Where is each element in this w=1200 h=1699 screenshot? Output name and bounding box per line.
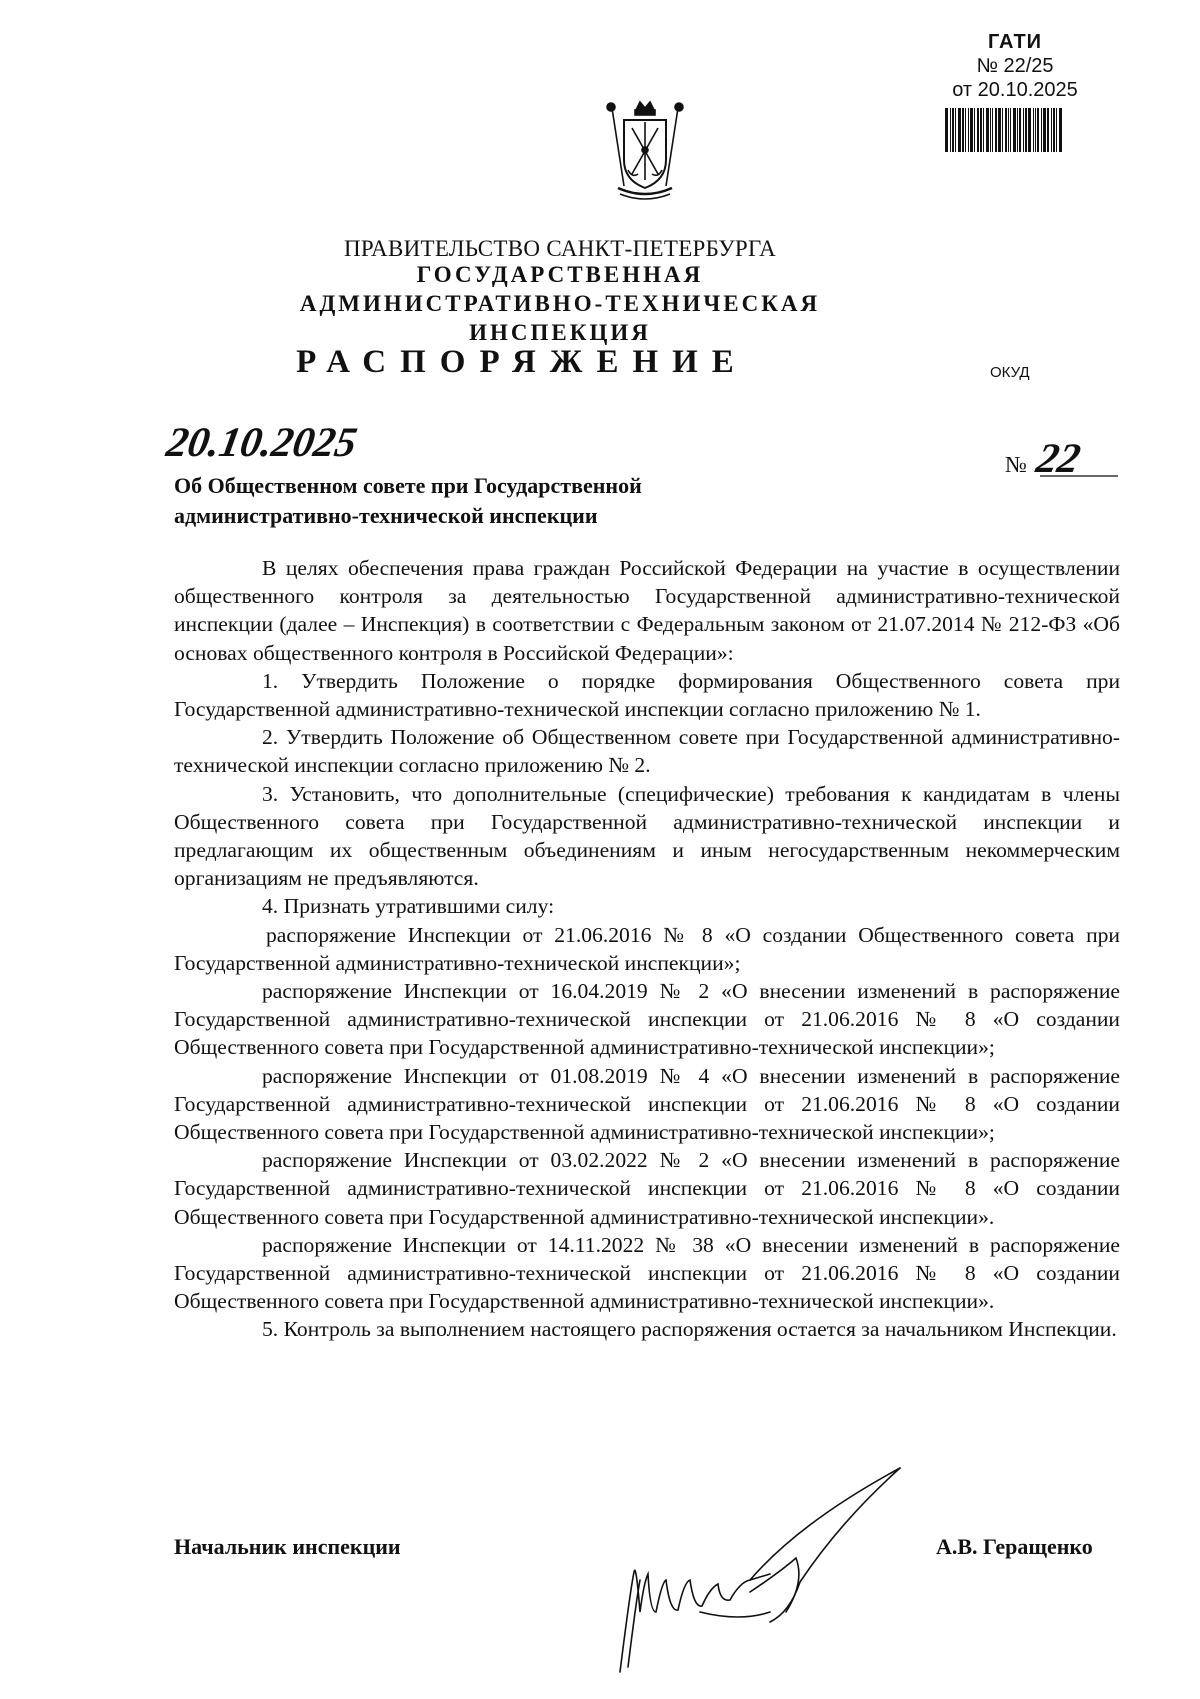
preamble-paragraph: В целях обеспечения права граждан Российской Федерации на участие в осуществлении общественного контроля за деятельностью Государственной административно-технической инспекции (далее – Инспекция) в соответствии с Федеральным законом от 21.07.2014 № 212-ФЗ «Об основах общественного контроля в Российской Федерации»: [174, 556, 1120, 665]
barcode-bar [983, 108, 984, 152]
barcode-bar [992, 108, 993, 152]
barcode-bar [962, 108, 964, 152]
document-subject [174, 471, 642, 531]
registration-stamp [935, 30, 1095, 152]
barcode-bar [1041, 108, 1042, 152]
barcode-icon [943, 108, 1088, 152]
document-body [174, 554, 1120, 1344]
barcode-bar [1053, 108, 1055, 152]
repealed-order-4: распоряжение Инспекции от 03.02.2022 № 2 «О внесении изменений в распоряжение Государственной административно-технической инспекции от 21.06.2016 № 8 «О создании Общественного совета при Государственной административно-технической инспекции». [174, 1148, 1120, 1229]
inspection-heading-line1: ГОСУДАРСТВЕННАЯ [416, 262, 704, 287]
barcode-bar [1033, 108, 1034, 152]
barcode-bar [1025, 108, 1027, 152]
item-2-paragraph: 2. Утвердить Положение об Общественном совете при Государственной административно-технической инспекции согласно приложению № 2. [174, 725, 1120, 778]
barcode-bar [970, 108, 973, 152]
signatory-name: А.В. Геращенко [936, 1534, 1093, 1559]
item-1-paragraph: 1. Утвердить Положение о порядке формирования Общественного совета при Государственной административно-технической инспекции согласно приложению № 1. [174, 668, 1120, 722]
barcode-bar [998, 108, 1001, 152]
barcode-bar [977, 108, 979, 152]
barcode-bar [958, 108, 961, 152]
stamp-date: от 20.10.2025 [952, 79, 1078, 101]
stamp-org: ГАТИ [987, 31, 1043, 53]
repealed-order-1: распоряжение Инспекции от 21.06.2016 № 8 «О создании Общественного совета при Государственной административно-технической инспекции»; [174, 922, 1120, 975]
barcode-bar [1002, 108, 1003, 152]
barcode-bar [1008, 108, 1009, 152]
barcode-bar [1017, 108, 1018, 152]
handwritten-date-text: 20.10.2025 [163, 419, 361, 466]
barcode-bar [1059, 108, 1062, 152]
barcode-bar [1013, 108, 1016, 152]
barcode-bar [952, 108, 954, 152]
document-type-title: РАСПОРЯЖЕНИЕ [296, 344, 748, 380]
barcode-bar [1056, 108, 1057, 152]
subject-line2: административно-технической инспекции [174, 503, 598, 528]
barcode-bar [974, 108, 975, 152]
government-heading: ПРАВИТЕЛЬСТВО САНКТ-ПЕТЕРБУРГА [343, 236, 777, 261]
document-number-label: № [1005, 452, 1027, 477]
handwritten-date [163, 416, 400, 466]
inspection-heading-line2: АДМИНИСТРАТИВНО-ТЕХНИЧЕСКАЯ [299, 291, 821, 316]
barcode-bar [1037, 108, 1039, 152]
barcode-bar [1019, 108, 1021, 152]
barcode-bar [1047, 108, 1049, 152]
barcode-bar [1023, 108, 1024, 152]
okud-label: ОКУД [990, 364, 1030, 381]
barcode-bar [1035, 108, 1036, 152]
barcode-bar [965, 108, 966, 152]
subject-line1: Об Общественном совете при Государственной [174, 473, 642, 498]
barcode-bar [1028, 108, 1031, 152]
barcode-bar [995, 108, 997, 152]
barcode-bar [968, 108, 969, 152]
item-4-paragraph: 4. Признать утратившими силу: [262, 894, 555, 919]
handwritten-number [1032, 428, 1120, 482]
barcode-bar [955, 108, 956, 152]
barcode-bar [1005, 108, 1007, 152]
item-5-paragraph: 5. Контроль за выполнением настоящего распоряжения остается за начальником Инспекции. [262, 1317, 1117, 1342]
barcode-bar [980, 108, 982, 152]
barcode-bar [1010, 108, 1011, 152]
repealed-order-5: распоряжение Инспекции от 14.11.2022 № 38 «О внесении изменений в распоряжение Государственной административно-технической инспекции от 21.06.2016 № 8 «О создании Общественного совета при Государственной административно-технической инспекции». [174, 1232, 1120, 1314]
barcode-bar [1051, 108, 1052, 152]
handwritten-signature [600, 1462, 930, 1682]
coat-of-arms-icon [600, 100, 690, 200]
barcode-bar [990, 108, 991, 152]
barcode-bar [1043, 108, 1046, 152]
barcode-bar [986, 108, 989, 152]
inspection-heading-line3: ИНСПЕКЦИЯ [469, 320, 651, 345]
repealed-order-3: распоряжение Инспекции от 01.08.2019 № 4 «О внесении изменений в распоряжение Государственной административно-технической инспекции от 21.06.2016 № 8 «О создании Общественного совета при Государственной административно-технической инспекции»; [174, 1063, 1120, 1145]
signatory-title: Начальник инспекции [174, 1534, 401, 1559]
repealed-order-2: распоряжение Инспекции от 16.04.2019 № 2 «О внесении изменений в распоряжение Государственной административно-технической инспекции от 21.06.2016 № 8 «О создании Общественного совета при Государственной административно-технической инспекции»; [174, 979, 1120, 1060]
item-3-paragraph: 3. Установить, что дополнительные (специфические) требования к кандидатам в члены Общественного совета при Государственной административно-технической инспекции и предлагающим их общественным объединениям и иным негосударственным некоммерческим организациям не предъявляются. [174, 781, 1120, 891]
barcode-bar [945, 108, 948, 152]
handwritten-number-text: 22 [1032, 435, 1085, 482]
stamp-number: № 22/25 [976, 55, 1054, 77]
barcode-bar [950, 108, 951, 152]
